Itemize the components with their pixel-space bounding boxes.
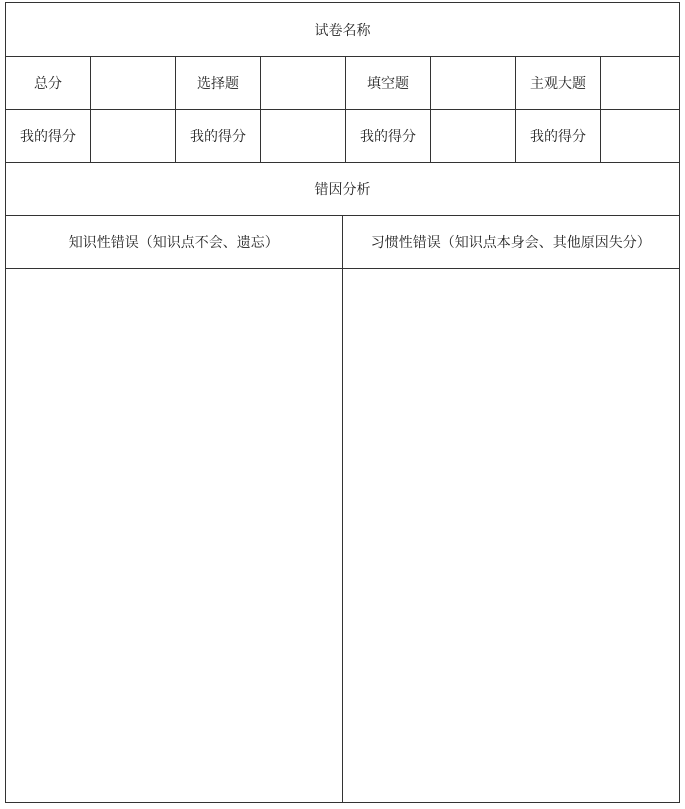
my-score-label: 我的得分 xyxy=(176,110,261,162)
fill-blank-label: 填空题 xyxy=(346,57,431,109)
my-score-label: 我的得分 xyxy=(346,110,431,162)
knowledge-error-notes[interactable] xyxy=(6,269,343,802)
subjective-value-cell[interactable] xyxy=(601,57,679,109)
knowledge-error-header: 知识性错误（知识点不会、遗忘） xyxy=(6,216,343,268)
my-subjective-score-cell[interactable] xyxy=(601,110,679,162)
error-type-header-row xyxy=(6,216,679,269)
exam-analysis-sheet xyxy=(5,2,680,803)
score-header-row xyxy=(6,57,679,110)
my-choice-score-cell[interactable] xyxy=(261,110,346,162)
fill-blank-value-cell[interactable] xyxy=(431,57,516,109)
error-analysis-title-row xyxy=(6,163,679,216)
my-score-label: 我的得分 xyxy=(6,110,91,162)
my-fill-blank-score-cell[interactable] xyxy=(431,110,516,162)
my-score-row xyxy=(6,110,679,163)
habit-error-header: 习惯性错误（知识点本身会、其他原因失分） xyxy=(370,235,651,251)
my-score-label: 我的得分 xyxy=(516,110,601,162)
my-total-score-cell[interactable] xyxy=(91,110,176,162)
error-analysis-title: 错因分析 xyxy=(314,182,371,198)
choice-label: 选择题 xyxy=(176,57,261,109)
exam-title-row xyxy=(6,3,679,57)
total-score-label: 总分 xyxy=(6,57,91,109)
subjective-label: 主观大题 xyxy=(516,57,601,109)
habit-error-notes[interactable] xyxy=(343,269,680,802)
error-notes-area xyxy=(6,269,679,802)
exam-title: 试卷名称 xyxy=(314,22,371,39)
choice-value-cell[interactable] xyxy=(261,57,346,109)
total-score-value-cell[interactable] xyxy=(91,57,176,109)
